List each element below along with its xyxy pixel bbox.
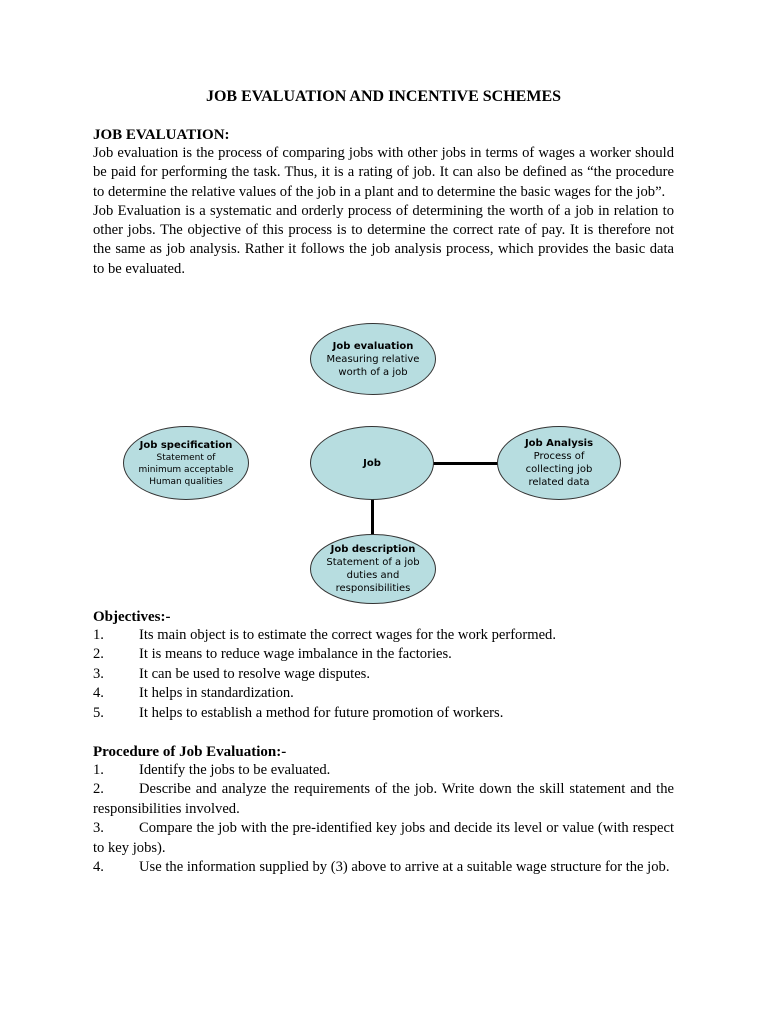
node-title: Job description: [330, 544, 416, 555]
list-text: It is means to reduce wage imbalance in the factories.: [139, 646, 452, 663]
list-number: 4.: [93, 859, 104, 876]
connector-center-right: [432, 462, 498, 465]
list-item: [93, 704, 674, 723]
list-number: 2.: [93, 646, 104, 663]
list-number: 5.: [93, 704, 104, 721]
list-text: Its main object is to estimate the correct wages for the work performed.: [139, 627, 556, 643]
node-text: Measuring relative worth of a job: [326, 353, 420, 378]
page-title: JOB EVALUATION AND INCENTIVE SCHEMES: [205, 88, 562, 105]
list-number: 4.: [93, 685, 104, 702]
list-text: Describe and analyze the requirements of the job. Write down the skill statement and the responsibilities involved.: [93, 781, 674, 817]
node-job-specification: [123, 426, 249, 500]
list-text: Use the information supplied by (3) above to arrive at a suitable wage structure for the job.: [139, 859, 670, 876]
list-number: 2.: [93, 781, 104, 798]
job-evaluation-paragraph-1: Job evaluation is the process of comparing jobs with other jobs in terms of wages a worker should be paid for performing the task. Thus, it is a rating of job. It can also be defined as “the procedure to determine the relative values of the job in a plant and to determine the basic wages for the job”.: [93, 145, 674, 200]
list-item: [93, 858, 674, 877]
node-text: Statement of minimum acceptable Human qualities: [138, 452, 234, 487]
list-text: It can be used to resolve wage disputes.: [139, 665, 370, 682]
objectives-section: [93, 609, 674, 723]
job-evaluation-paragraph-2: Job Evaluation is a systematic and orderly process of determining the worth of a job in relation to other jobs. The objective of this process is to determine the correct rate of pay. It is therefore not the same as job analysis. Rather it follows the job analysis process, which provides the basic data to be evaluated.: [93, 202, 674, 277]
node-job-analysis: [497, 426, 621, 500]
node-job-evaluation: [310, 323, 436, 395]
objectives-list: [93, 626, 674, 723]
list-text: It helps to establish a method for future promotion of workers.: [139, 704, 504, 721]
node-title: Job specification: [139, 439, 233, 451]
list-number: 1.: [93, 762, 104, 778]
node-title: Job evaluation: [332, 340, 414, 352]
list-number: 1.: [93, 627, 104, 643]
list-item: [93, 761, 674, 780]
connector-center-bottom: [371, 498, 374, 536]
list-item: [93, 819, 674, 858]
node-job-description: [310, 534, 436, 604]
node-title: Job Analysis: [524, 438, 594, 449]
list-item: [93, 665, 674, 684]
procedure-heading: Procedure of Job Evaluation:-: [93, 744, 287, 760]
job-evaluation-section: [93, 127, 674, 279]
list-item: [93, 684, 674, 703]
list-text: Identify the jobs to be evaluated.: [139, 762, 331, 778]
list-item: [93, 645, 674, 664]
node-text: Process of collecting job related data: [525, 451, 593, 488]
list-number: 3.: [93, 665, 104, 682]
node-title: Job: [363, 457, 381, 469]
list-number: 3.: [93, 820, 104, 837]
job-evaluation-heading: JOB EVALUATION:: [93, 127, 230, 143]
list-item: [93, 780, 674, 819]
list-item: [93, 626, 674, 645]
node-text: Statement of a job duties and responsibilities: [326, 557, 420, 594]
procedure-list: [93, 761, 674, 877]
list-text: Compare the job with the pre-identified key jobs and decide its level or value (with respect to key jobs).: [93, 820, 674, 856]
node-job: [310, 426, 434, 500]
procedure-section: [93, 744, 674, 877]
list-text: It helps in standardization.: [139, 685, 294, 702]
objectives-heading: Objectives:-: [93, 609, 171, 625]
